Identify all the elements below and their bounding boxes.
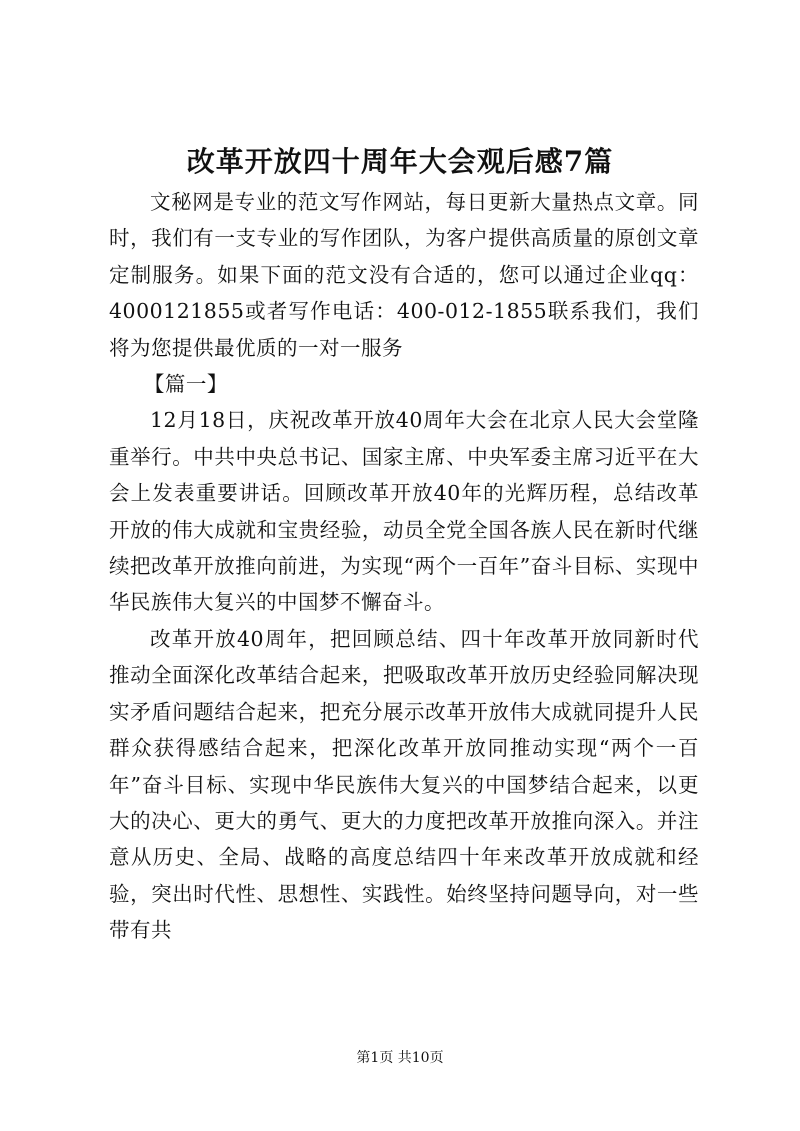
intro-paragraph: 文秘网是专业的范文写作网站，每日更新大量热点文章。同时，我们有一支专业的写作团队，为客户提供高质量的原创文章定制服务。如果下面的范文没有合适的，您可以通过企业qq：4000121855或者写作电话：400-012-1855联系我们，我们将为您提供最优质的一对一服务 bbox=[109, 190, 699, 360]
document-body bbox=[109, 184, 699, 949]
page-footer: 第1页 共10页 bbox=[356, 1050, 444, 1066]
document-title: 改革开放四十周年大会观后感7篇 bbox=[186, 145, 614, 178]
body-paragraph-2: 改革开放40周年，把回顾总结、四十年改革开放同新时代推动全面深化改革结合起来，把吸取改革开放历史经验同解决现实矛盾问题结合起来，把充分展示改革开放伟大成就同提升人民群众获得感结合起来，把深化改革开放同推动实现“两个一百年”奋斗目标、实现中华民族伟大复兴的中国梦结合起来，以更大的决心、更大的勇气、更大的力度把改革开放推向深入。并注意从历史、全局、战略的高度总结四十年来改革开放成就和经验，突出时代性、思想性、实践性。始终坚持问题导向，对一些带有共 bbox=[109, 626, 699, 943]
body-paragraph-1: 12月18日，庆祝改革开放40周年大会在北京人民大会堂隆重举行。中共中央总书记、国家主席、中央军委主席习近平在大会上发表重要讲话。回顾改革开放40年的光辉历程，总结改革开放的伟大成就和宝贵经验，动员全党全国各族人民在新时代继续把改革开放推向前进，为实现“两个一百年”奋斗目标、实现中华民族伟大复兴的中国梦不懈奋斗。 bbox=[109, 408, 699, 615]
section-heading: 【篇一】 bbox=[143, 372, 228, 397]
